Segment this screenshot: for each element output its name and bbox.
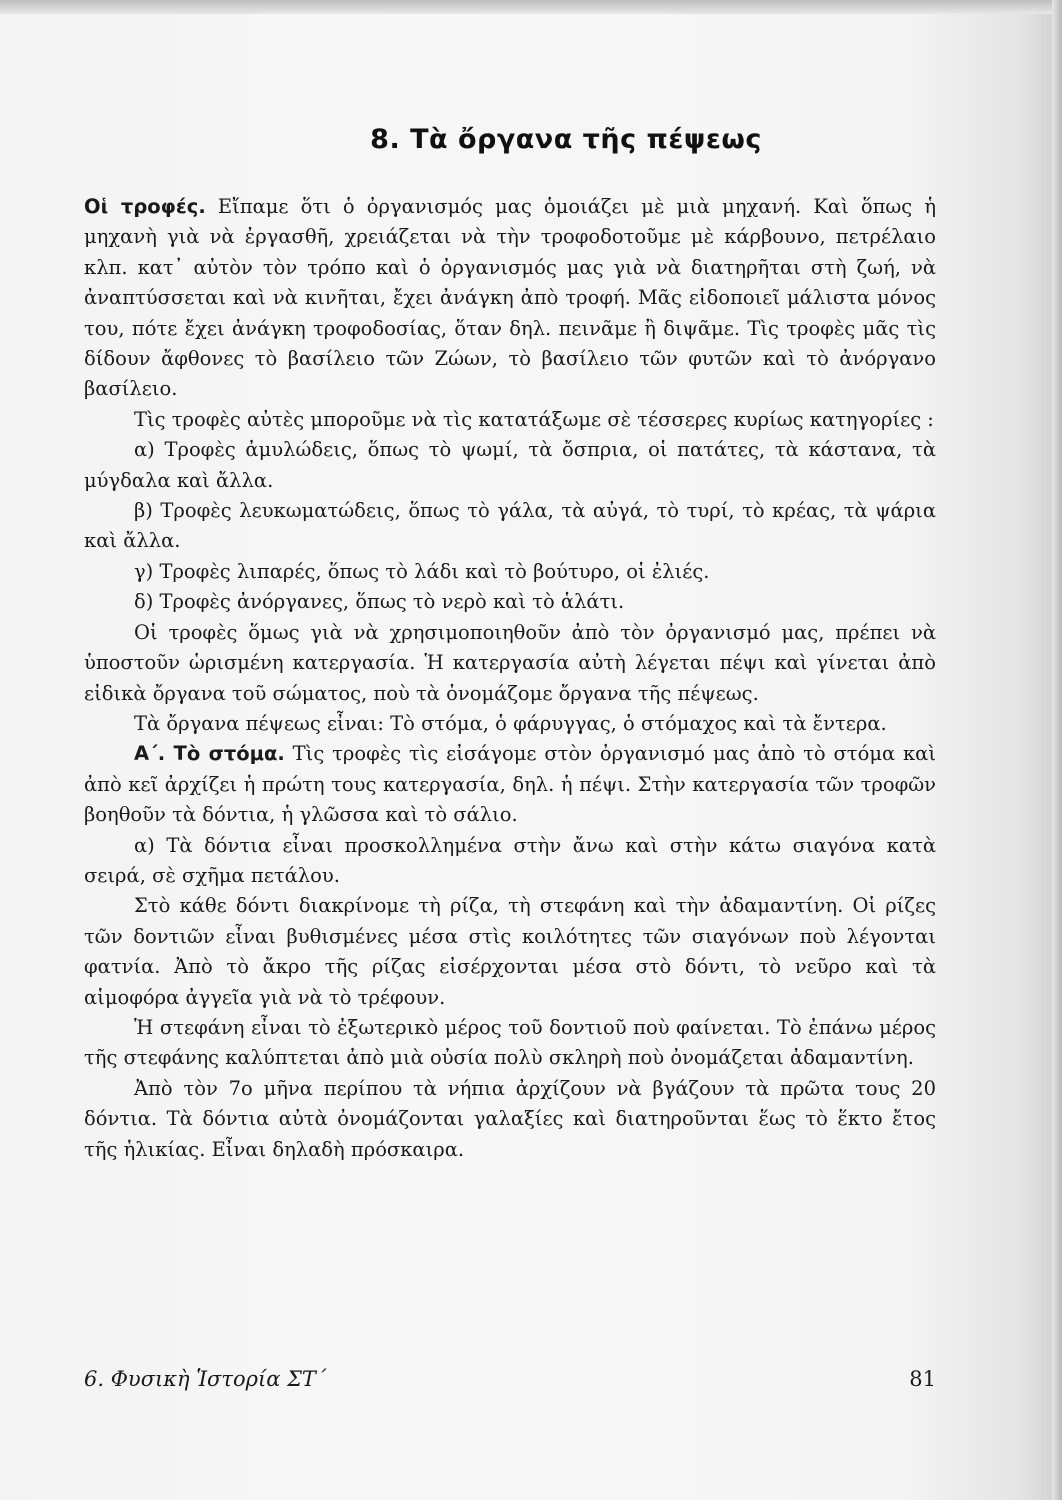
chapter-title: 8. Τὰ ὄργανα τῆς πέψεως: [370, 124, 762, 155]
list-item: δ) Τροφὲς ἀνόργανες, ὅπως τὸ νερὸ καὶ τὸ ἁλάτι.: [134, 590, 625, 614]
section-heading: Οἱ τροφές.: [84, 195, 206, 218]
paragraph-text: Τὶς τροφὲς τὶς εἰσάγομε στὸν ὀργανισμό μας ἀπὸ τὸ στόμα καὶ ἀπὸ κεῖ ἀρχίζει ἡ πρώτη τους κατεργασία, δηλ. ἡ πέψι. Στὴν κατεργασία τῶν τροφῶν βοηθοῦν τὰ δόντια, ἡ γλῶσσα καὶ τὸ σάλιο.: [84, 742, 936, 827]
paragraph: Τὰ ὄργανα πέψεως εἶναι: Τὸ στόμα, ὁ φάρυγγας, ὁ στόμαχος καὶ τὰ ἔντερα.: [134, 711, 887, 735]
paragraph: Στὸ κάθε δόντι διακρίνομε τὴ ρίζα, τὴ στεφάνη καὶ τὴν ἀδαμαντίνη. Οἱ ρίζες τῶν δοντιῶν εἶναι βυθισμένες μέσα στὶς κοιλότητες τῶν σιαγόνων ποὺ λέγονται φατνία. Ἀπὸ τὸ ἄκρο τῆς ρίζας εἰσέρχονται μέσα στὸ δόντι, τὸ νεῦρο καὶ τὰ αἱμοφόρα ἀγγεῖα γιὰ νὰ τὸ τρέφουν.: [84, 894, 936, 1009]
paragraph-text: Εἴπαμε ὅτι ὁ ὀργανισμός μας ὁμοιάζει μὲ μιὰ μηχανή. Καὶ ὅπως ἡ μηχανὴ γιὰ νὰ ἐργασθῆ, χρειάζεται νὰ τὴν τροφοδοτοῦμε μὲ κάρβουνο, πετρέλαιο κλπ. κατ᾽ αὐτὸν τὸν τρόπο καὶ ὁ ὀργανισμός μας γιὰ νὰ διατηρῆται στὴ ζωή, νὰ ἀναπτύσσεται καὶ νὰ κινῆται, ἔχει ἀνάγκη ἀπὸ τροφή. Μᾶς εἰδοποιεῖ μάλιστα μόνος του, πότε ἔχει ἀνάγκη τροφοδοσίας, ὅταν δηλ. πεινᾶμε ἢ διψᾶμε. Τὶς τροφὲς μᾶς τὶς δίδουν ἄφθονες τὸ βασίλειο τῶν Ζώων, τὸ βασίλειο τῶν φυτῶν καὶ τὸ ἀνόργανο βασίλειο.: [84, 195, 937, 401]
page-number: 81: [909, 1367, 936, 1391]
page-footer: [84, 1367, 936, 1391]
paragraph: [84, 192, 936, 405]
book-title: 6. Φυσικὴ Ἱστορία ΣΤ΄: [84, 1367, 327, 1391]
paragraph: Τὶς τροφὲς αὐτὲς μποροῦμε νὰ τὶς κατατάξωμε σὲ τέσσερες κυρίως κατηγορίες :: [134, 407, 934, 431]
list-item: α) Τὰ δόντια εἶναι προσκολλημένα στὴν ἄνω καὶ στὴν κάτω σιαγόνα κατὰ σειρά, σὲ σχῆμα πετάλου.: [84, 833, 936, 887]
paragraph: Ἡ στεφάνη εἶναι τὸ ἐξωτερικὸ μέρος τοῦ δοντιοῦ ποὺ φαίνεται. Τὸ ἐπάνω μέρος τῆς στεφάνης καλύπτεται ἀπὸ μιὰ οὐσία πολὺ σκληρὴ ποὺ ὀνομάζεται ἀδαμαντίνη.: [84, 1015, 936, 1070]
paragraph: Ἀπὸ τὸν 7ο μῆνα περίπου τὰ νήπια ἀρχίζουν νὰ βγάζουν τὰ πρῶτα τους 20 δόντια. Τὰ δόντια αὐτὰ ὀνομάζονται γαλαξίες καὶ διατηροῦνται ἕως τὸ ἕκτο ἔτος τῆς ἡλικίας. Εἶναι δηλαδὴ πρόσκαιρα.: [84, 1076, 936, 1161]
list-item: α) Τροφὲς ἀμυλώδεις, ὅπως τὸ ψωμί, τὰ ὄσπρια, οἱ πατάτες, τὰ κάστανα, τὰ μύγδαλα καὶ ἄλλα.: [84, 438, 936, 492]
page-right-edge: [1052, 0, 1062, 1500]
list-item: γ) Τροφὲς λιπαρές, ὅπως τὸ λάδι καὶ τὸ βούτυρο, οἱ ἐλιές.: [134, 559, 710, 583]
section-heading: Α΄. Τὸ στόμα.: [134, 742, 285, 766]
paragraph: [84, 739, 936, 830]
page-top-edge: [0, 0, 1062, 14]
list-item: β) Τροφὲς λευκωματώδεις, ὅπως τὸ γάλα, τὰ αὐγά, τὸ τυρί, τὸ κρέας, τὰ ψάρια καὶ ἄλλα.: [84, 499, 936, 553]
body-text: [84, 192, 936, 1165]
paragraph: Οἱ τροφὲς ὅμως γιὰ νὰ χρησιμοποιηθοῦν ἀπὸ τὸν ὀργανισμό μας, πρέπει νὰ ὑποστοῦν ὡρισμένη κατεργασία. Ἡ κατεργασία αὐτὴ λέγεται πέψι καὶ γίνεται ἀπὸ εἰδικὰ ὄργανα τοῦ σώματος, ποὺ τὰ ὀνομάζομε ὄργανα τῆς πέψεως.: [84, 620, 936, 705]
